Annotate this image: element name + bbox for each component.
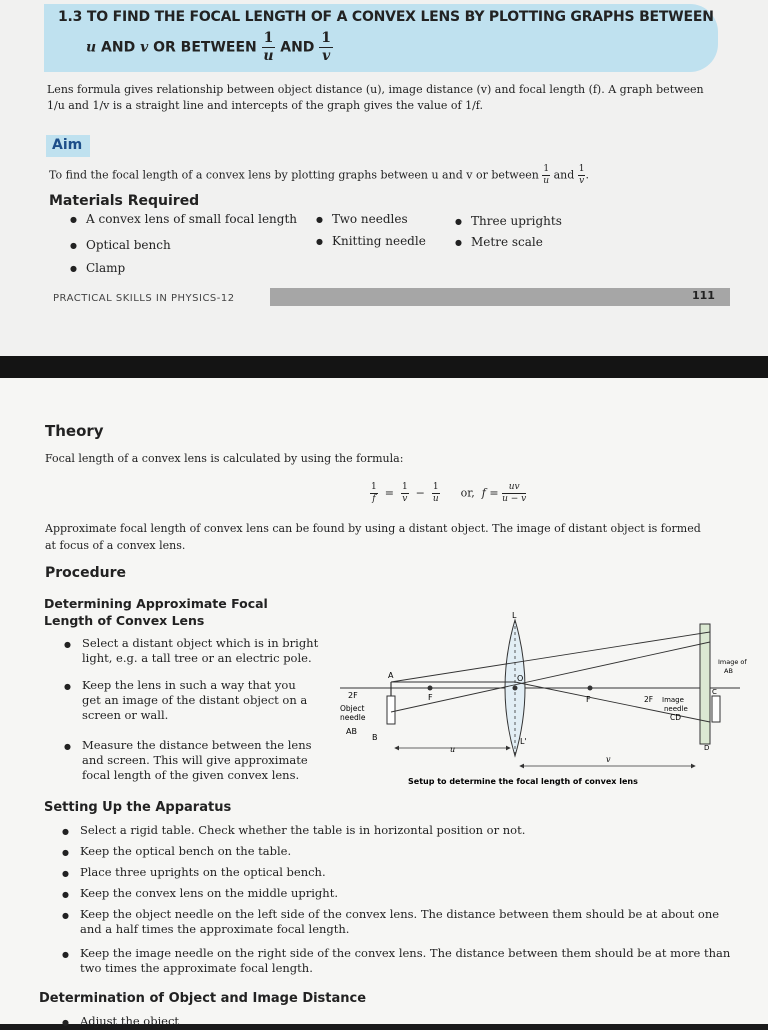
label-2f-left: 2F [348, 691, 358, 700]
label-u: u [450, 745, 456, 754]
label-image-of: Image of [718, 658, 747, 666]
aim-fraction-v: $\frac{1}{v}$ [578, 164, 585, 186]
experiment-title-line2: u AND v OR BETWEEN $\frac{1}{u}$ AND $\frac{1}{v}$ [86, 30, 332, 64]
approx-line2: at focus of a convex lens. [45, 539, 186, 552]
label-cd: CD [670, 713, 682, 722]
diagram-caption: Setup to determine the focal length of convex lens [408, 777, 638, 786]
label-b: B [372, 733, 378, 742]
focal-point-left [428, 686, 433, 691]
setting-up-heading: Setting Up the Apparatus [44, 800, 232, 815]
determining-bullet: ● Measure the distance between the lens and screen. This will give approximate focal length of the given convex lens. [82, 738, 312, 783]
material-item: ● Knitting needle [332, 234, 426, 248]
book-title-footer: PRACTICAL SKILLS IN PHYSICS-12 [53, 293, 235, 304]
label-a: A [388, 671, 394, 680]
label-f-right: F [586, 695, 591, 704]
setting-bullet: ● Keep the optical bench on the table. [80, 844, 291, 859]
label-f-left: F [428, 693, 433, 702]
approx-line1: Approximate focal length of convex lens can be found by using a distant object. The image of distant object is formed [45, 522, 701, 535]
lens-formula: $\frac{1}{f}$ = $\frac{1}{v}$ − $\frac{1}{u}$ or, f = $\frac{uv}{u - v}$ [371, 482, 527, 504]
label-image-needle-2: needle [664, 705, 688, 713]
optical-centre [513, 686, 518, 691]
theory-heading: Theory [45, 422, 104, 440]
label-2f-right: 2F [644, 695, 654, 704]
footer-bar [270, 288, 730, 306]
focal-point-right [588, 686, 593, 691]
material-item: ● Three uprights [471, 214, 562, 228]
label-l: L [512, 612, 517, 620]
aim-text: To find the focal length of a convex lens by plotting graphs between u and v or between $\frac{1}{u}$ and $\frac{1}{v}$ . [49, 164, 589, 186]
label-object-needle: Object [340, 704, 365, 713]
setting-bullet: ● Keep the image needle on the right side of the convex lens. The distance between them should be at more than two times the approximate focal length. [80, 946, 760, 976]
fraction-one-over-u: $\frac{1}{u}$ [263, 30, 274, 64]
setting-bullet: ● Keep the object needle on the left side of the convex lens. The distance between them should be at about one and a half times the approximate focal length. [80, 907, 760, 937]
setting-bullet-partial: ● Adjust the object [80, 1014, 179, 1029]
label-v: v [606, 755, 611, 764]
experiment-title: 1.3 TO FIND THE FOCAL LENGTH OF A CONVEX LENS BY PLOTTING GRAPHS BETWEEN [58, 9, 714, 25]
page-divider [0, 356, 768, 378]
page-number: 111 [692, 289, 715, 302]
determining-heading: Determining Approximate Focal Length of Convex Lens [44, 596, 268, 628]
material-item: ● Two needles [332, 212, 408, 226]
lens-setup-diagram [340, 612, 760, 788]
image-upright [712, 696, 720, 722]
material-item: ● A convex lens of small focal length [86, 212, 297, 226]
aim-fraction-u: $\frac{1}{u}$ [543, 164, 550, 186]
label-c: C [712, 688, 717, 696]
theory-text: Focal length of a convex lens is calculated by using the formula: [45, 452, 404, 465]
label-image-needle: Image [662, 696, 684, 704]
intro-paragraph: Lens formula gives relationship between object distance (u), image distance (v) and focal length (f). A graph between 1/u and 1/v is a straight line and intercepts of the graph gives the value of 1/f. [47, 83, 704, 112]
material-item: ● Metre scale [471, 235, 543, 249]
procedure-heading: Procedure [45, 565, 126, 581]
page-top [0, 0, 768, 356]
determination-heading: Determination of Object and Image Distance [39, 991, 367, 1006]
material-item: ● Optical bench [86, 238, 171, 252]
determining-bullet: ● Select a distant object which is in bright light, e.g. a tall tree or an electric pole. [82, 636, 318, 666]
label-object-needle-2: needle [340, 713, 366, 722]
label-image-of-ab: AB [724, 667, 733, 675]
setting-bullet: ● Keep the convex lens on the middle upright. [80, 886, 338, 901]
label-l-prime: L' [520, 737, 527, 746]
determining-bullet: ● Keep the lens in such a way that you get an image of the distant object on a screen or wall. [82, 678, 307, 723]
materials-heading: Materials Required [49, 193, 200, 209]
fraction-one-over-v: $\frac{1}{v}$ [321, 30, 332, 64]
label-o: O [517, 674, 524, 683]
object-upright [387, 696, 395, 724]
setting-bullet: ● Select a rigid table. Check whether the table is in horizontal position or not. [80, 823, 525, 838]
label-ab: AB [346, 727, 357, 736]
setting-bullet: ● Place three uprights on the optical bench. [80, 865, 326, 880]
material-item: ● Clamp [86, 261, 125, 275]
label-d: D [704, 744, 710, 752]
aim-heading: Aim [52, 137, 83, 153]
